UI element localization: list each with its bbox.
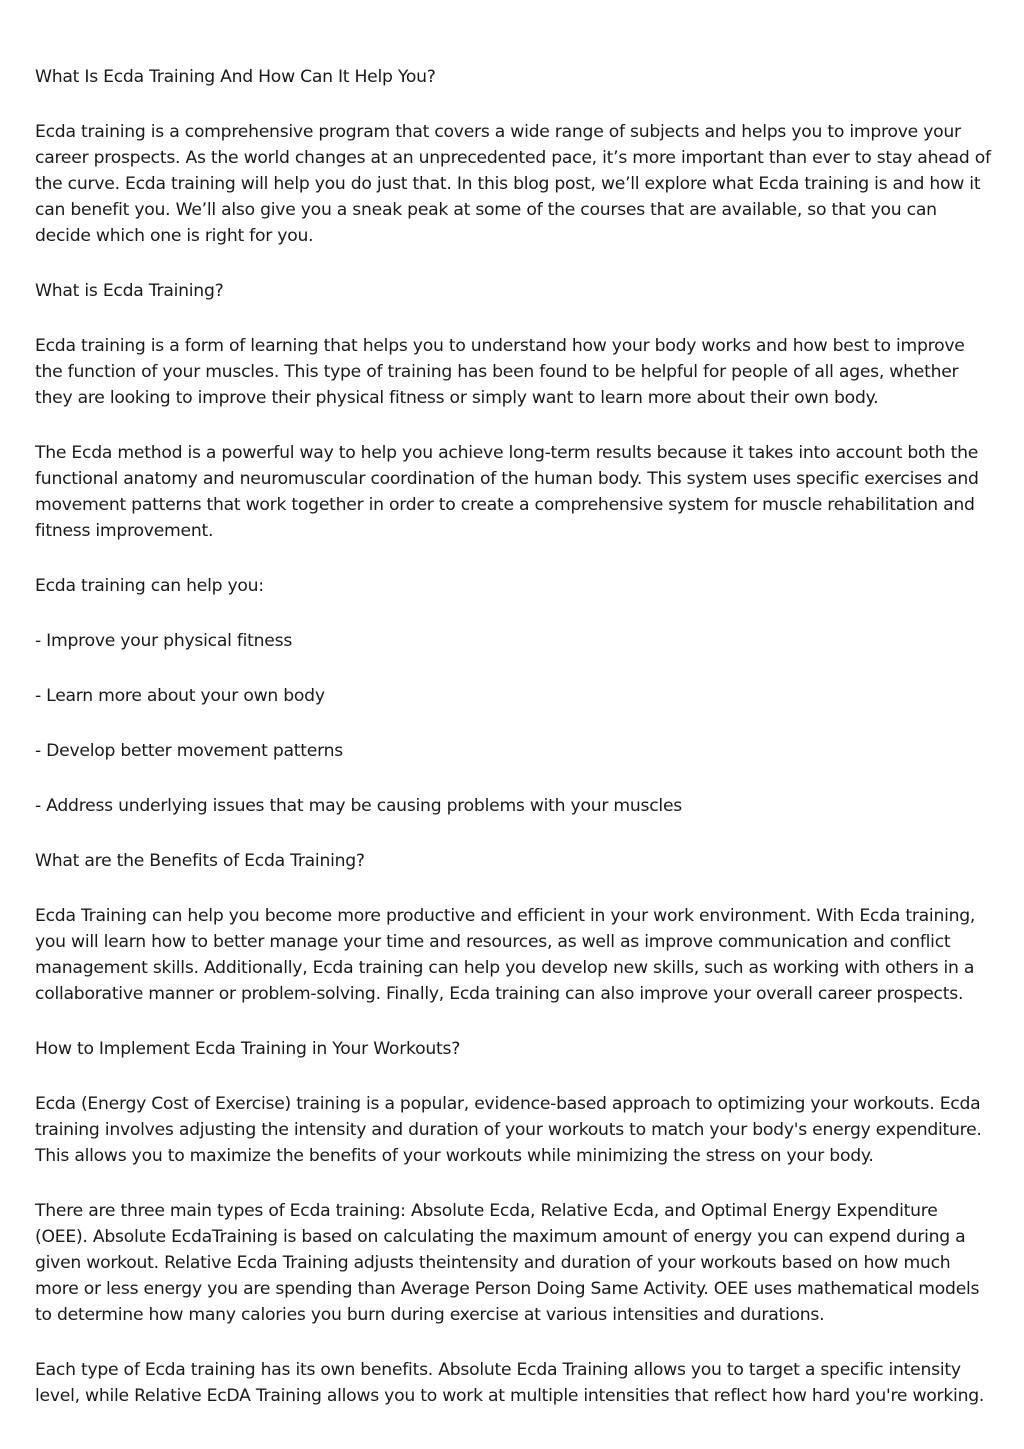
- section-heading-benefits: What are the Benefits of Ecda Training?: [35, 851, 365, 871]
- section-heading-implement: How to Implement Ecda Training in Your Workouts?: [35, 1039, 461, 1059]
- intro-paragraph: Ecda training is a comprehensive program that covers a wide range of subjects and helps you to improve your career prospects. As the world changes at an unprecedented pace, it’s more important than ever to stay ahead of the curve. Ecda training will help you do just that. In this blog post, we’ll explore what Ecda training is and how it can benefit you. We’ll also give you a sneak peak at some of the courses that are available, so that you can decide which one is right for you.: [35, 122, 991, 246]
- paragraph: Ecda Training can help you become more productive and efficient in your work environment. With Ecda training, you will learn how to better manage your time and resources, as well as improve communication and conflict management skills. Additionally, Ecda training can help you develop new skills, such as working with others in a collaborative manner or problem-solving. Finally, Ecda training can also improve your overall career prospects.: [35, 906, 976, 1004]
- list-item: - Learn more about your own body: [35, 686, 325, 706]
- list-item: - Address underlying issues that may be causing problems with your muscles: [35, 796, 682, 816]
- paragraph: Ecda training is a form of learning that helps you to understand how your body works and how best to improve the function of your muscles. This type of training has been found to be helpful for people of all ages, whether they are looking to improve their physical fitness or simply want to learn more about their own body.: [35, 336, 965, 408]
- list-intro: Ecda training can help you:: [35, 576, 264, 596]
- page-title: What Is Ecda Training And How Can It Help You?: [35, 67, 436, 87]
- paragraph: Each type of Ecda training has its own benefits. Absolute Ecda Training allows you to target a specific intensity level, while Relative EcDA Training allows you to work at multiple intensities that reflect how hard you're working.: [35, 1360, 985, 1406]
- paragraph: There are three main types of Ecda training: Absolute Ecda, Relative Ecda, and Optimal Energy Expenditure (OEE). Absolute EcdaTraining is based on calculating the maximum amount of energy you can expend during a given workout. Relative Ecda Training adjusts theintensity and duration of your workouts based on how much more or less energy you are spending than Average Person Doing Same Activity. OEE uses mathematical models to determine how many calories you burn during exercise at various intensities and durations.: [35, 1201, 980, 1325]
- paragraph: Ecda (Energy Cost of Exercise) training is a popular, evidence-based approach to optimizing your workouts. Ecda training involves adjusting the intensity and duration of your workouts to match your body's energy expenditure. This allows you to maximize the benefits of your workouts while minimizing the stress on your body.: [35, 1094, 982, 1166]
- list-item: - Develop better movement patterns: [35, 741, 343, 761]
- section-heading-what-is: What is Ecda Training?: [35, 281, 224, 301]
- paragraph: The Ecda method is a powerful way to help you achieve long-term results because it takes into account both the functional anatomy and neuromuscular coordination of the human body. This system uses specific exercises and movement patterns that work together in order to create a comprehensive system for muscle rehabilitation and fitness improvement.: [35, 443, 979, 541]
- document-body: [35, 64, 995, 1438]
- list-item: - Improve your physical fitness: [35, 631, 293, 651]
